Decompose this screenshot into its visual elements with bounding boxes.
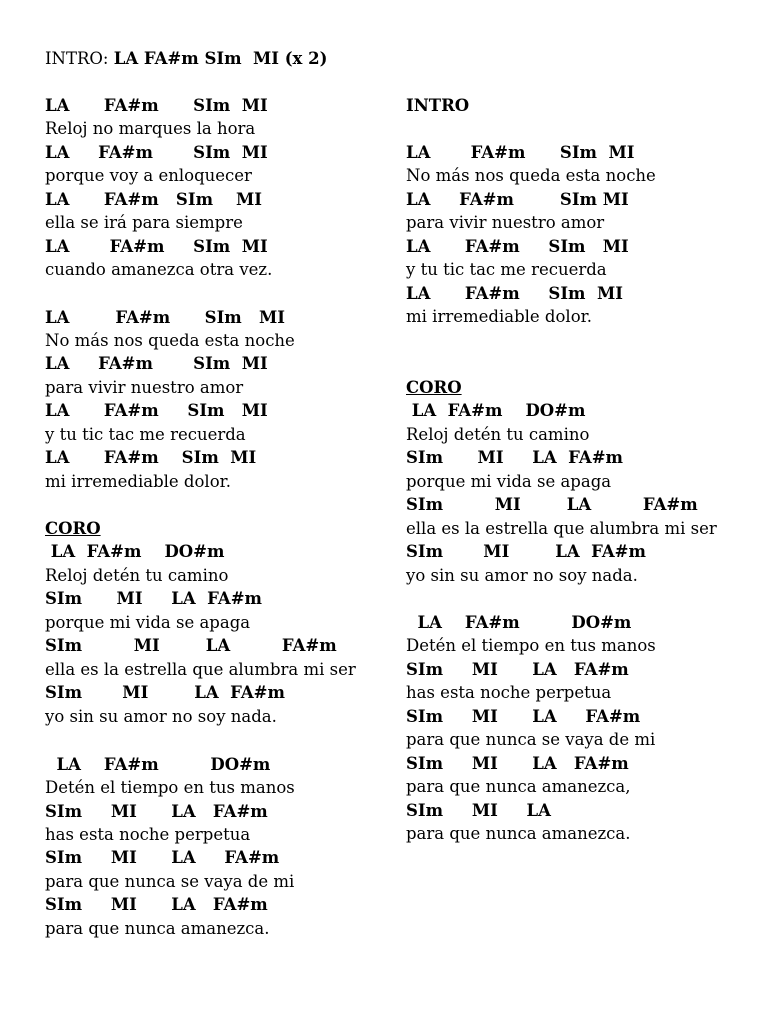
lyric-line: has esta noche perpetua	[406, 683, 612, 702]
chord-line: LA FA#m SIm MI	[45, 401, 268, 420]
lyric-line: y tu tic tac me recuerda	[45, 425, 246, 444]
lyric-line: ella se irá para siempre	[45, 213, 243, 232]
chord-line: SIm MI LA FA#m	[406, 448, 623, 467]
chord-line: SIm MI LA FA#m	[45, 636, 337, 655]
chord-line: LA FA#m SIm MI	[45, 190, 262, 209]
chord-line: SIm MI LA FA#m	[45, 895, 268, 914]
chord-line: LA FA#m SIm MI	[406, 284, 623, 303]
chord-line: SIm MI LA FA#m	[406, 754, 629, 773]
lyric-line: Reloj detén tu camino	[45, 566, 229, 585]
intro-label: INTRO:	[45, 49, 114, 68]
chord-line: LA FA#m DO#m	[406, 401, 586, 420]
lyric-line: Detén el tiempo en tus manos	[45, 778, 295, 797]
chord-line: SIm MI LA FA#m	[45, 848, 280, 867]
chord-line: SIm MI LA	[406, 801, 551, 820]
lyric-line: has esta noche perpetua	[45, 825, 251, 844]
chord-line: LA FA#m DO#m	[45, 755, 271, 774]
chord-line: LA FA#m SIm MI	[406, 143, 635, 162]
chord-line: SIm MI LA FA#m	[406, 542, 646, 561]
section-heading: CORO	[45, 519, 101, 538]
intro-line	[45, 47, 327, 71]
lyric-line: ella es la estrella que alumbra mi ser	[45, 660, 356, 679]
lyric-line: mi irremediable dolor.	[45, 472, 231, 491]
chord-line: LA FA#m SIm MI	[45, 96, 268, 115]
chord-line: LA FA#m SIm MI	[45, 354, 268, 373]
intro-chords: LA FA#m SIm MI (x 2)	[113, 49, 328, 68]
lyric-line: y tu tic tac me recuerda	[406, 260, 607, 279]
lyric-line: No más nos queda esta noche	[45, 331, 295, 350]
section-heading: INTRO	[406, 96, 470, 115]
lyric-line: cuando amanezca otra vez.	[45, 260, 273, 279]
chord-line: LA FA#m SIm MI	[45, 308, 285, 327]
chord-line: SIm MI LA FA#m	[45, 683, 285, 702]
lyric-line: yo sin su amor no soy nada.	[406, 566, 638, 585]
lyric-line: para vivir nuestro amor	[406, 213, 605, 232]
lyric-line: para que nunca se vaya de mi	[406, 730, 656, 749]
chord-line: LA FA#m DO#m	[406, 613, 632, 632]
chord-line: SIm MI LA FA#m	[406, 495, 698, 514]
lyric-line: para que nunca amanezca.	[45, 919, 270, 938]
chord-line: SIm MI LA FA#m	[45, 802, 268, 821]
lyric-line: Reloj no marques la hora	[45, 119, 256, 138]
lyric-line: Detén el tiempo en tus manos	[406, 636, 656, 655]
chord-line: LA FA#m SIm MI	[45, 237, 268, 256]
lyric-line: para que nunca amanezca,	[406, 777, 631, 796]
lyric-line: Reloj detén tu camino	[406, 425, 590, 444]
lyric-line: yo sin su amor no soy nada.	[45, 707, 277, 726]
lyric-line: porque mi vida se apaga	[406, 472, 612, 491]
lyric-line: porque voy a enloquecer	[45, 166, 252, 185]
lyric-line: para que nunca se vaya de mi	[45, 872, 295, 891]
lyric-line: para que nunca amanezca.	[406, 824, 631, 843]
chord-line: LA FA#m SIm MI	[45, 143, 268, 162]
lyric-line: porque mi vida se apaga	[45, 613, 251, 632]
chord-line: SIm MI LA FA#m	[45, 589, 262, 608]
lyric-line: mi irremediable dolor.	[406, 307, 592, 326]
chord-line: LA FA#m DO#m	[45, 542, 225, 561]
lyric-line: para vivir nuestro amor	[45, 378, 244, 397]
chord-line: LA FA#m SIm MI	[406, 237, 629, 256]
chord-line: LA FA#m SIm MI	[406, 190, 629, 209]
lyric-line: No más nos queda esta noche	[406, 166, 656, 185]
section-heading: CORO	[406, 378, 462, 397]
chord-line: SIm MI LA FA#m	[406, 660, 629, 679]
lyric-line: ella es la estrella que alumbra mi ser	[406, 519, 717, 538]
chord-line: SIm MI LA FA#m	[406, 707, 641, 726]
chord-line: LA FA#m SIm MI	[45, 448, 257, 467]
